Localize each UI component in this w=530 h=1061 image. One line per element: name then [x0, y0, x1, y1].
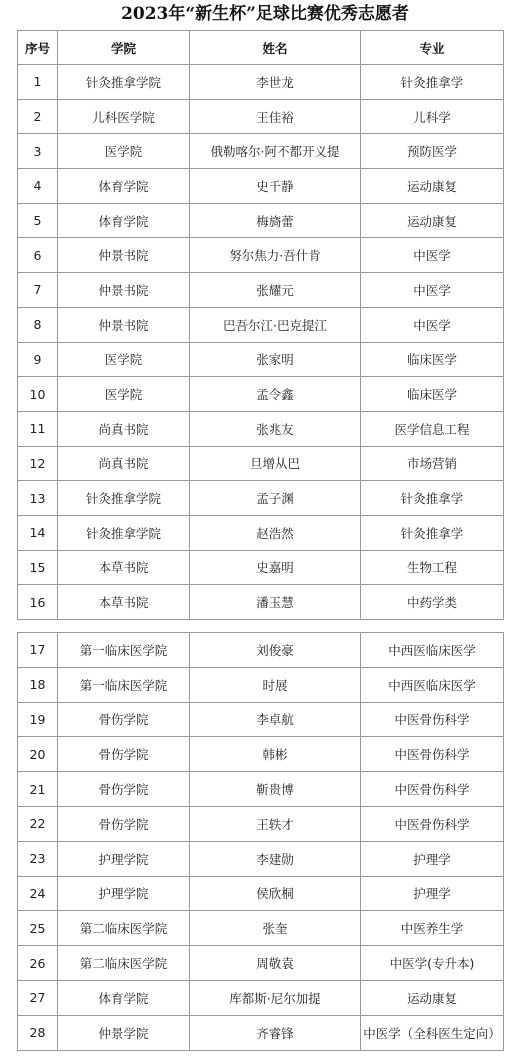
cell-name: 李世龙 — [190, 65, 361, 100]
cell-no: 5 — [18, 203, 58, 238]
cell-no: 27 — [18, 980, 58, 1015]
cell-name: 孟令鑫 — [190, 377, 361, 412]
cell-name: 俄勒喀尔·阿不都开义提 — [190, 134, 361, 169]
cell-major: 运动康复 — [361, 203, 504, 238]
cell-major: 针灸推拿学 — [361, 481, 504, 516]
cell-name: 张兆友 — [190, 411, 361, 446]
table-row — [18, 876, 504, 911]
cell-no: 1 — [18, 65, 58, 100]
table-row — [18, 911, 504, 946]
cell-name: 靳贵博 — [190, 772, 361, 807]
cell-college: 医学院 — [58, 377, 190, 412]
cell-major: 临床医学 — [361, 342, 504, 377]
cell-college: 针灸推拿学院 — [58, 65, 190, 100]
cell-major: 中药学类 — [361, 585, 504, 620]
cell-college: 第一临床医学院 — [58, 633, 190, 668]
cell-major: 中西医临床医学 — [361, 633, 504, 668]
cell-no: 25 — [18, 911, 58, 946]
table-row — [18, 342, 504, 377]
cell-name: 侯欣桐 — [190, 876, 361, 911]
cell-college: 本草书院 — [58, 550, 190, 585]
table-row — [18, 550, 504, 585]
cell-college: 第一临床医学院 — [58, 667, 190, 702]
header-no: 序号 — [18, 31, 58, 65]
cell-name: 时展 — [190, 667, 361, 702]
cell-name: 李建勋 — [190, 841, 361, 876]
cell-college: 针灸推拿学院 — [58, 515, 190, 550]
cell-no: 19 — [18, 702, 58, 737]
cell-name: 李卓航 — [190, 702, 361, 737]
cell-major: 中医学 — [361, 307, 504, 342]
table-row — [18, 203, 504, 238]
cell-major: 生物工程 — [361, 550, 504, 585]
cell-college: 尚真书院 — [58, 411, 190, 446]
cell-no: 14 — [18, 515, 58, 550]
cell-no: 18 — [18, 667, 58, 702]
cell-no: 21 — [18, 772, 58, 807]
table-row — [18, 238, 504, 273]
cell-major: 中医骨伤科学 — [361, 772, 504, 807]
table-row — [18, 667, 504, 702]
cell-no: 2 — [18, 99, 58, 134]
table-row — [18, 169, 504, 204]
cell-major: 运动康复 — [361, 169, 504, 204]
table-row — [18, 481, 504, 516]
table-row — [18, 446, 504, 481]
cell-college: 体育学院 — [58, 169, 190, 204]
cell-name: 努尔焦力·吾什肯 — [190, 238, 361, 273]
cell-no: 20 — [18, 737, 58, 772]
cell-name: 史嘉明 — [190, 550, 361, 585]
table-row — [18, 585, 504, 620]
table-row — [18, 633, 504, 668]
cell-name: 张家明 — [190, 342, 361, 377]
table-row — [18, 411, 504, 446]
table-row — [18, 980, 504, 1015]
table-header-row — [18, 31, 504, 65]
table-row — [18, 65, 504, 100]
cell-major: 中医骨伤科学 — [361, 806, 504, 841]
cell-college: 体育学院 — [58, 203, 190, 238]
cell-no: 11 — [18, 411, 58, 446]
cell-college: 尚真书院 — [58, 446, 190, 481]
table-row — [18, 515, 504, 550]
cell-major: 中医骨伤科学 — [361, 737, 504, 772]
volunteer-table-part2 — [17, 632, 504, 1051]
cell-no: 23 — [18, 841, 58, 876]
cell-major: 中医学(专升本) — [361, 946, 504, 981]
cell-college: 骨伤学院 — [58, 806, 190, 841]
cell-college: 仲景书院 — [58, 273, 190, 308]
cell-name: 潘玉慧 — [190, 585, 361, 620]
table-row — [18, 273, 504, 308]
cell-name: 赵浩然 — [190, 515, 361, 550]
cell-major: 护理学 — [361, 876, 504, 911]
header-major: 专业 — [361, 31, 504, 65]
cell-college: 仲景学院 — [58, 1015, 190, 1050]
cell-no: 3 — [18, 134, 58, 169]
cell-major: 中西医临床医学 — [361, 667, 504, 702]
header-college: 学院 — [58, 31, 190, 65]
cell-no: 7 — [18, 273, 58, 308]
cell-college: 医学院 — [58, 134, 190, 169]
cell-college: 体育学院 — [58, 980, 190, 1015]
table-row — [18, 377, 504, 412]
cell-no: 22 — [18, 806, 58, 841]
cell-major: 预防医学 — [361, 134, 504, 169]
cell-college: 医学院 — [58, 342, 190, 377]
cell-major: 中医学 — [361, 273, 504, 308]
cell-college: 第二临床医学院 — [58, 911, 190, 946]
cell-college: 骨伤学院 — [58, 737, 190, 772]
cell-no: 28 — [18, 1015, 58, 1050]
cell-name: 刘俊豪 — [190, 633, 361, 668]
header-name: 姓名 — [190, 31, 361, 65]
cell-name: 张奎 — [190, 911, 361, 946]
table-row — [18, 772, 504, 807]
cell-college: 骨伤学院 — [58, 772, 190, 807]
cell-major: 中医养生学 — [361, 911, 504, 946]
table-row — [18, 946, 504, 981]
cell-no: 15 — [18, 550, 58, 585]
cell-college: 护理学院 — [58, 841, 190, 876]
cell-major: 护理学 — [361, 841, 504, 876]
cell-major: 中医学 — [361, 238, 504, 273]
cell-no: 4 — [18, 169, 58, 204]
cell-name: 孟子渊 — [190, 481, 361, 516]
cell-name: 库都斯·尼尔加提 — [190, 980, 361, 1015]
cell-college: 针灸推拿学院 — [58, 481, 190, 516]
cell-major: 运动康复 — [361, 980, 504, 1015]
table-row — [18, 134, 504, 169]
cell-college: 第二临床医学院 — [58, 946, 190, 981]
table-row — [18, 841, 504, 876]
cell-major: 中医骨伤科学 — [361, 702, 504, 737]
cell-no: 16 — [18, 585, 58, 620]
cell-college: 仲景书院 — [58, 307, 190, 342]
cell-major: 医学信息工程 — [361, 411, 504, 446]
cell-college: 儿科医学院 — [58, 99, 190, 134]
cell-no: 8 — [18, 307, 58, 342]
cell-name: 张耀元 — [190, 273, 361, 308]
table-row — [18, 806, 504, 841]
table-row — [18, 1015, 504, 1050]
table-row — [18, 737, 504, 772]
cell-no: 12 — [18, 446, 58, 481]
page-title: 2023年“新生杯”足球比赛优秀志愿者 — [121, 4, 409, 24]
cell-name: 史千静 — [190, 169, 361, 204]
cell-major: 临床医学 — [361, 377, 504, 412]
cell-no: 17 — [18, 633, 58, 668]
table-row — [18, 702, 504, 737]
cell-no: 6 — [18, 238, 58, 273]
cell-major: 针灸推拿学 — [361, 515, 504, 550]
cell-name: 巴吾尔江·巴克提江 — [190, 307, 361, 342]
cell-major: 中医学（全科医生定向） — [361, 1015, 504, 1050]
cell-no: 13 — [18, 481, 58, 516]
volunteer-table-part1 — [17, 30, 504, 620]
cell-name: 王轶才 — [190, 806, 361, 841]
cell-name: 韩彬 — [190, 737, 361, 772]
cell-college: 骨伤学院 — [58, 702, 190, 737]
cell-college: 护理学院 — [58, 876, 190, 911]
cell-name: 王佳裕 — [190, 99, 361, 134]
cell-college: 仲景书院 — [58, 238, 190, 273]
cell-no: 24 — [18, 876, 58, 911]
cell-no: 26 — [18, 946, 58, 981]
cell-name: 梅旖蕾 — [190, 203, 361, 238]
cell-major: 市场营销 — [361, 446, 504, 481]
cell-no: 10 — [18, 377, 58, 412]
cell-college: 本草书院 — [58, 585, 190, 620]
cell-name: 旦增从巴 — [190, 446, 361, 481]
cell-name: 周敬袁 — [190, 946, 361, 981]
table-row — [18, 307, 504, 342]
cell-no: 9 — [18, 342, 58, 377]
table-row — [18, 99, 504, 134]
cell-major: 儿科学 — [361, 99, 504, 134]
cell-major: 针灸推拿学 — [361, 65, 504, 100]
cell-name: 齐睿锋 — [190, 1015, 361, 1050]
